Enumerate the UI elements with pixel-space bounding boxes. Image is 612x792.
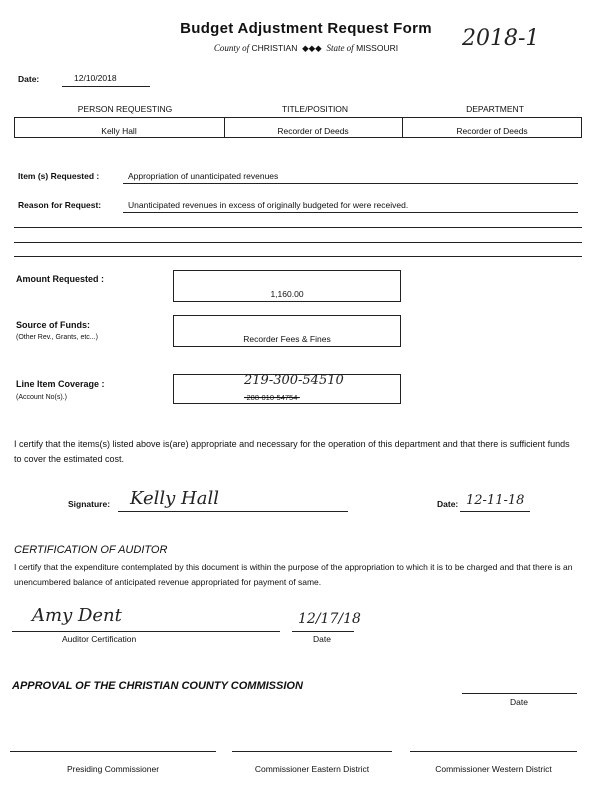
header-department: DEPARTMENT [466, 104, 524, 114]
department-value[interactable]: Recorder of Deeds [456, 126, 528, 136]
reason-line-3 [14, 242, 582, 243]
source-value[interactable]: Recorder Fees & Fines [243, 334, 331, 344]
date-label: Date: [18, 74, 40, 84]
reason-line-4 [14, 256, 582, 257]
auditor-sig-underline [12, 631, 280, 632]
auditor-date-value[interactable]: 12/17/18 [298, 611, 361, 627]
presiding-commissioner-label: Presiding Commissioner [66, 764, 160, 774]
amount-label: Amount Requested : [16, 274, 105, 284]
eastern-sig-line [232, 751, 392, 752]
county-value: CHRISTIAN [251, 43, 298, 53]
signature-date-underline [460, 511, 530, 512]
reason-value[interactable]: Unanticipated revenues in excess of originally budgeted for were received. [128, 200, 409, 210]
item-value[interactable]: Appropriation of unanticipated revenues [128, 171, 279, 181]
line-item-label: Line Item Coverage : [16, 379, 105, 389]
line-item-sublabel: (Account No(s).) [16, 394, 67, 401]
signature-label: Signature: [68, 499, 111, 509]
title-position-value[interactable]: Recorder of Deeds [277, 126, 349, 136]
reason-underline [123, 212, 578, 213]
header-person-requesting: PERSON REQUESTING [77, 104, 173, 114]
requester-signature[interactable]: Kelly Hall [130, 488, 219, 509]
form-title: Budget Adjustment Request Form [180, 20, 432, 37]
auditor-signature[interactable]: Amy Dent [32, 605, 122, 626]
state-value: MISSOURI [356, 43, 399, 53]
auditor-paragraph: I certify that the expenditure contemplated by this document is within the purpose of the appropriation to which it is to be charged and that there is an unencumbered balance of anticipated revenue appropriated for payment of same. [14, 562, 573, 587]
auditor-sig-label: Auditor Certification [62, 634, 137, 644]
line-item-handwritten[interactable]: 219-300-54510 [244, 373, 344, 388]
reason-line-2 [14, 227, 582, 228]
person-requesting-value[interactable]: Kelly Hall [101, 126, 137, 136]
commission-date-underline [462, 693, 577, 694]
state-label: State of [326, 43, 354, 53]
handwritten-form-number: 2018-1 [462, 26, 540, 51]
item-label: Item (s) Requested : [18, 171, 100, 181]
reason-label: Reason for Request: [18, 200, 102, 210]
presiding-sig-line [10, 751, 216, 752]
date-underline [62, 86, 150, 87]
signature-date-label: Date: [437, 499, 459, 509]
auditor-heading: CERTIFICATION OF AUDITOR [14, 544, 168, 556]
commission-heading: APPROVAL OF THE CHRISTIAN COUNTY COMMISSION [12, 680, 303, 692]
source-label: Source of Funds: [16, 320, 90, 330]
western-commissioner-label: Commissioner Western District [435, 764, 552, 774]
county-label: County of [213, 43, 250, 53]
western-sig-line [410, 751, 577, 752]
header-title-position: TITLE/POSITION [281, 104, 349, 114]
amount-value[interactable]: 1,160.00 [270, 289, 304, 299]
date-value[interactable]: 12/10/2018 [74, 73, 117, 83]
line-item-struck-value: -288-010-54754- [244, 393, 300, 402]
diamond-separator-icon: ◆◆◆ [302, 43, 322, 53]
eastern-commissioner-label: Commissioner Eastern District [254, 764, 370, 774]
signature-underline [118, 511, 348, 512]
auditor-date-underline [292, 631, 354, 632]
commission-date-label: Date [510, 697, 528, 707]
item-underline [123, 183, 578, 184]
certify-paragraph: I certify that the items(s) listed above is(are) appropriate and necessary for the operation of this department and that there is sufficient funds to cover the estimated cost. [14, 439, 570, 464]
source-sublabel: (Other Rev., Grants, etc...) [16, 334, 98, 341]
auditor-date-label: Date [313, 634, 331, 644]
signature-date-value[interactable]: 12-11-18 [466, 493, 525, 508]
